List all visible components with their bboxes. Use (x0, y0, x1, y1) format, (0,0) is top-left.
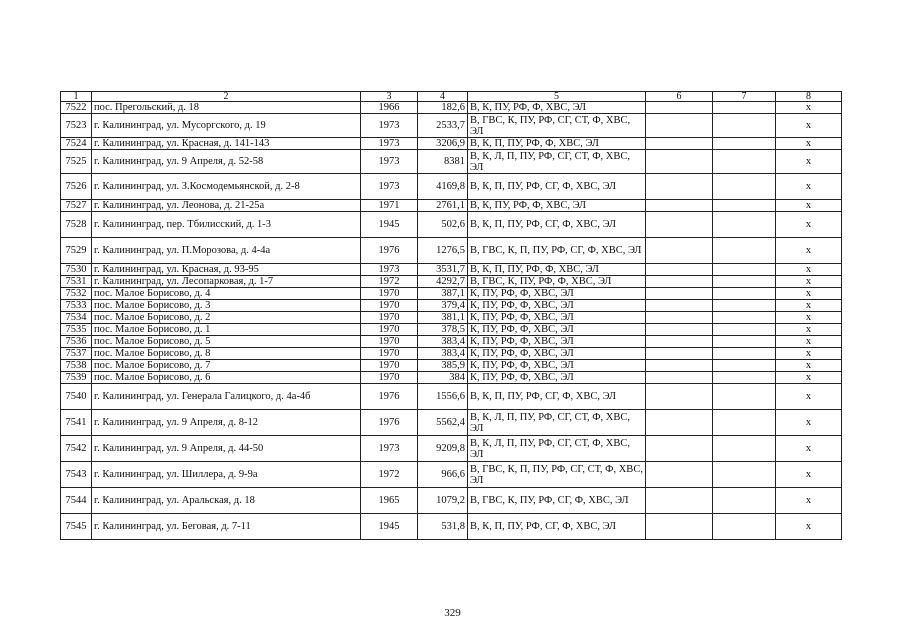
year-cell: 1976 (361, 410, 418, 436)
col6-cell (646, 174, 713, 200)
year-cell: 1970 (361, 372, 418, 384)
row-number-cell: 7526 (61, 174, 92, 200)
mark-cell: x (776, 488, 842, 514)
col7-cell (713, 174, 776, 200)
services-cell: В, К, П, ПУ, РФ, СГ, Ф, ХВС, ЭЛ (468, 384, 646, 410)
address-cell: г. Калининград, ул. З.Космодемьянской, д. 2-8 (92, 174, 361, 200)
mark-cell: x (776, 288, 842, 300)
area-cell: 8381 (418, 150, 468, 174)
col6-cell (646, 138, 713, 150)
area-cell: 5562,4 (418, 410, 468, 436)
address-cell: г. Калининград, ул. Красная, д. 93-95 (92, 264, 361, 276)
area-cell: 378,5 (418, 324, 468, 336)
address-cell: г. Калининград, ул. Аральская, д. 18 (92, 488, 361, 514)
registry-table (60, 91, 842, 540)
services-cell: В, ГВС, К, П, ПУ, РФ, СГ, СТ, Ф, ХВС, ЭЛ (468, 462, 646, 488)
table-row (61, 312, 842, 324)
services-cell: К, ПУ, РФ, Ф, ХВС, ЭЛ (468, 312, 646, 324)
area-cell: 387,1 (418, 288, 468, 300)
year-cell: 1973 (361, 150, 418, 174)
services-cell: В, К, П, ПУ, РФ, СГ, Ф, ХВС, ЭЛ (468, 514, 646, 540)
address-cell: г. Калининград, ул. Шиллера, д. 9-9а (92, 462, 361, 488)
col7-cell (713, 436, 776, 462)
address-cell: пос. Малое Борисово, д. 3 (92, 300, 361, 312)
col6-cell (646, 336, 713, 348)
area-cell: 4169,8 (418, 174, 468, 200)
services-cell: В, ГВС, К, ПУ, РФ, Ф, ХВС, ЭЛ (468, 276, 646, 288)
col7-cell (713, 238, 776, 264)
mark-cell: x (776, 102, 842, 114)
table-row (61, 238, 842, 264)
year-cell: 1965 (361, 488, 418, 514)
col7-cell (713, 514, 776, 540)
row-number-cell: 7535 (61, 324, 92, 336)
row-number-cell: 7544 (61, 488, 92, 514)
year-cell: 1970 (361, 348, 418, 360)
year-cell: 1970 (361, 360, 418, 372)
col7-cell (713, 102, 776, 114)
header-cell: 2 (92, 92, 361, 102)
mark-cell: x (776, 138, 842, 150)
col6-cell (646, 324, 713, 336)
col6-cell (646, 410, 713, 436)
row-number-cell: 7533 (61, 300, 92, 312)
services-cell: К, ПУ, РФ, Ф, ХВС, ЭЛ (468, 288, 646, 300)
table-row (61, 264, 842, 276)
services-cell: К, ПУ, РФ, Ф, ХВС, ЭЛ (468, 336, 646, 348)
services-cell: В, ГВС, К, ПУ, РФ, СГ, СТ, Ф, ХВС, ЭЛ (468, 114, 646, 138)
table-row (61, 410, 842, 436)
address-cell: г. Калининград, ул. Беговая, д. 7-11 (92, 514, 361, 540)
address-cell: пос. Малое Борисово, д. 4 (92, 288, 361, 300)
address-cell: г. Калининград, ул. Генерала Галицкого, д. 4а-4б (92, 384, 361, 410)
table-row (61, 174, 842, 200)
col7-cell (713, 360, 776, 372)
row-number-cell: 7528 (61, 212, 92, 238)
mark-cell: x (776, 336, 842, 348)
year-cell: 1970 (361, 312, 418, 324)
table-row (61, 324, 842, 336)
services-cell: В, К, Л, П, ПУ, РФ, СГ, СТ, Ф, ХВС, ЭЛ (468, 436, 646, 462)
year-cell: 1972 (361, 276, 418, 288)
row-number-cell: 7534 (61, 312, 92, 324)
mark-cell: x (776, 114, 842, 138)
col6-cell (646, 276, 713, 288)
col7-cell (713, 336, 776, 348)
year-cell: 1976 (361, 384, 418, 410)
table-body (61, 92, 842, 540)
mark-cell: x (776, 324, 842, 336)
year-cell: 1973 (361, 264, 418, 276)
col7-cell (713, 384, 776, 410)
address-cell: пос. Прегольский, д. 18 (92, 102, 361, 114)
col6-cell (646, 238, 713, 264)
col6-cell (646, 488, 713, 514)
address-cell: г. Калининград, пер. Тбилисский, д. 1-3 (92, 212, 361, 238)
table-row (61, 200, 842, 212)
mark-cell: x (776, 410, 842, 436)
area-cell: 531,8 (418, 514, 468, 540)
mark-cell: x (776, 200, 842, 212)
row-number-cell: 7525 (61, 150, 92, 174)
mark-cell: x (776, 348, 842, 360)
row-number-cell: 7538 (61, 360, 92, 372)
header-cell: 4 (418, 92, 468, 102)
services-cell: В, К, П, ПУ, РФ, СГ, Ф, ХВС, ЭЛ (468, 174, 646, 200)
table-row (61, 150, 842, 174)
table-row (61, 102, 842, 114)
col7-cell (713, 264, 776, 276)
row-number-cell: 7536 (61, 336, 92, 348)
row-number-cell: 7542 (61, 436, 92, 462)
year-cell: 1971 (361, 200, 418, 212)
col7-cell (713, 150, 776, 174)
services-cell: К, ПУ, РФ, Ф, ХВС, ЭЛ (468, 372, 646, 384)
address-cell: пос. Малое Борисово, д. 7 (92, 360, 361, 372)
col7-cell (713, 410, 776, 436)
area-cell: 3206,9 (418, 138, 468, 150)
table-row (61, 212, 842, 238)
header-cell: 8 (776, 92, 842, 102)
area-cell: 381,1 (418, 312, 468, 324)
row-number-cell: 7541 (61, 410, 92, 436)
col7-cell (713, 372, 776, 384)
services-cell: К, ПУ, РФ, Ф, ХВС, ЭЛ (468, 300, 646, 312)
col6-cell (646, 150, 713, 174)
table-row (61, 276, 842, 288)
mark-cell: x (776, 238, 842, 264)
address-cell: пос. Малое Борисово, д. 2 (92, 312, 361, 324)
col7-cell (713, 200, 776, 212)
area-cell: 4292,7 (418, 276, 468, 288)
address-cell: г. Калининград, ул. Красная, д. 141-143 (92, 138, 361, 150)
table-row (61, 514, 842, 540)
table-row (61, 114, 842, 138)
services-cell: К, ПУ, РФ, Ф, ХВС, ЭЛ (468, 360, 646, 372)
area-cell: 1556,6 (418, 384, 468, 410)
area-cell: 1079,2 (418, 488, 468, 514)
services-cell: В, К, П, ПУ, РФ, Ф, ХВС, ЭЛ (468, 138, 646, 150)
page-number: 329 (444, 607, 461, 619)
mark-cell: x (776, 360, 842, 372)
year-cell: 1970 (361, 336, 418, 348)
area-cell: 966,6 (418, 462, 468, 488)
area-cell: 385,9 (418, 360, 468, 372)
address-cell: г. Калининград, ул. 9 Апреля, д. 8-12 (92, 410, 361, 436)
col6-cell (646, 462, 713, 488)
col6-cell (646, 360, 713, 372)
address-cell: г. Калининград, ул. Леонова, д. 21-25а (92, 200, 361, 212)
services-cell: К, ПУ, РФ, Ф, ХВС, ЭЛ (468, 324, 646, 336)
year-cell: 1972 (361, 462, 418, 488)
year-cell: 1970 (361, 300, 418, 312)
col7-cell (713, 288, 776, 300)
services-cell: В, К, ПУ, РФ, Ф, ХВС, ЭЛ (468, 102, 646, 114)
col6-cell (646, 114, 713, 138)
col6-cell (646, 200, 713, 212)
col6-cell (646, 288, 713, 300)
mark-cell: x (776, 276, 842, 288)
row-number-cell: 7543 (61, 462, 92, 488)
table-row (61, 360, 842, 372)
services-cell: В, ГВС, К, П, ПУ, РФ, СГ, Ф, ХВС, ЭЛ (468, 238, 646, 264)
col7-cell (713, 212, 776, 238)
col6-cell (646, 372, 713, 384)
year-cell: 1945 (361, 514, 418, 540)
col6-cell (646, 102, 713, 114)
address-cell: г. Калининград, ул. Лесопарковая, д. 1-7 (92, 276, 361, 288)
mark-cell: x (776, 436, 842, 462)
address-cell: пос. Малое Борисово, д. 5 (92, 336, 361, 348)
mark-cell: x (776, 174, 842, 200)
year-cell: 1970 (361, 324, 418, 336)
area-cell: 502,6 (418, 212, 468, 238)
area-cell: 9209,8 (418, 436, 468, 462)
table-row (61, 436, 842, 462)
mark-cell: x (776, 462, 842, 488)
col7-cell (713, 348, 776, 360)
year-cell: 1973 (361, 174, 418, 200)
mark-cell: x (776, 312, 842, 324)
services-cell: В, К, П, ПУ, РФ, СГ, Ф, ХВС, ЭЛ (468, 212, 646, 238)
area-cell: 1276,5 (418, 238, 468, 264)
row-number-cell: 7529 (61, 238, 92, 264)
year-cell: 1945 (361, 212, 418, 238)
header-cell: 6 (646, 92, 713, 102)
row-number-cell: 7524 (61, 138, 92, 150)
services-cell: В, К, Л, П, ПУ, РФ, СГ, СТ, Ф, ХВС, ЭЛ (468, 150, 646, 174)
services-cell: В, К, П, ПУ, РФ, Ф, ХВС, ЭЛ (468, 264, 646, 276)
table-row (61, 336, 842, 348)
mark-cell: x (776, 300, 842, 312)
services-cell: В, К, Л, П, ПУ, РФ, СГ, СТ, Ф, ХВС, ЭЛ (468, 410, 646, 436)
address-cell: пос. Малое Борисово, д. 6 (92, 372, 361, 384)
mark-cell: x (776, 514, 842, 540)
col6-cell (646, 384, 713, 410)
year-cell: 1973 (361, 114, 418, 138)
mark-cell: x (776, 150, 842, 174)
address-cell: г. Калининград, ул. 9 Апреля, д. 44-50 (92, 436, 361, 462)
row-number-cell: 7539 (61, 372, 92, 384)
mark-cell: x (776, 264, 842, 276)
col6-cell (646, 264, 713, 276)
col7-cell (713, 276, 776, 288)
address-cell: г. Калининград, ул. Мусоргского, д. 19 (92, 114, 361, 138)
col6-cell (646, 514, 713, 540)
table-row (61, 138, 842, 150)
address-cell: пос. Малое Борисово, д. 1 (92, 324, 361, 336)
row-number-cell: 7530 (61, 264, 92, 276)
year-cell: 1973 (361, 138, 418, 150)
row-number-cell: 7545 (61, 514, 92, 540)
header-cell: 3 (361, 92, 418, 102)
address-cell: г. Калининград, ул. П.Морозова, д. 4-4а (92, 238, 361, 264)
col7-cell (713, 324, 776, 336)
area-cell: 379,4 (418, 300, 468, 312)
header-cell: 1 (61, 92, 92, 102)
row-number-cell: 7540 (61, 384, 92, 410)
address-cell: пос. Малое Борисово, д. 8 (92, 348, 361, 360)
year-cell: 1966 (361, 102, 418, 114)
area-cell: 383,4 (418, 348, 468, 360)
col7-cell (713, 312, 776, 324)
mark-cell: x (776, 212, 842, 238)
table-header-row (61, 92, 842, 102)
table-row (61, 372, 842, 384)
row-number-cell: 7537 (61, 348, 92, 360)
services-cell: В, ГВС, К, ПУ, РФ, СГ, Ф, ХВС, ЭЛ (468, 488, 646, 514)
table-row (61, 348, 842, 360)
services-cell: К, ПУ, РФ, Ф, ХВС, ЭЛ (468, 348, 646, 360)
row-number-cell: 7522 (61, 102, 92, 114)
area-cell: 2533,7 (418, 114, 468, 138)
col6-cell (646, 300, 713, 312)
col7-cell (713, 462, 776, 488)
services-cell: В, К, ПУ, РФ, Ф, ХВС, ЭЛ (468, 200, 646, 212)
col7-cell (713, 300, 776, 312)
table-row (61, 462, 842, 488)
year-cell: 1970 (361, 288, 418, 300)
area-cell: 182,6 (418, 102, 468, 114)
row-number-cell: 7523 (61, 114, 92, 138)
col6-cell (646, 348, 713, 360)
mark-cell: x (776, 372, 842, 384)
row-number-cell: 7532 (61, 288, 92, 300)
col6-cell (646, 436, 713, 462)
area-cell: 2761,1 (418, 200, 468, 212)
row-number-cell: 7527 (61, 200, 92, 212)
table-row (61, 488, 842, 514)
mark-cell: x (776, 384, 842, 410)
col6-cell (646, 312, 713, 324)
area-cell: 384 (418, 372, 468, 384)
year-cell: 1976 (361, 238, 418, 264)
table-row (61, 300, 842, 312)
area-cell: 3531,7 (418, 264, 468, 276)
row-number-cell: 7531 (61, 276, 92, 288)
address-cell: г. Калининград, ул. 9 Апреля, д. 52-58 (92, 150, 361, 174)
table-row (61, 384, 842, 410)
table-row (61, 288, 842, 300)
header-cell: 7 (713, 92, 776, 102)
header-cell: 5 (468, 92, 646, 102)
col7-cell (713, 138, 776, 150)
col7-cell (713, 488, 776, 514)
year-cell: 1973 (361, 436, 418, 462)
col6-cell (646, 212, 713, 238)
col7-cell (713, 114, 776, 138)
area-cell: 383,4 (418, 336, 468, 348)
